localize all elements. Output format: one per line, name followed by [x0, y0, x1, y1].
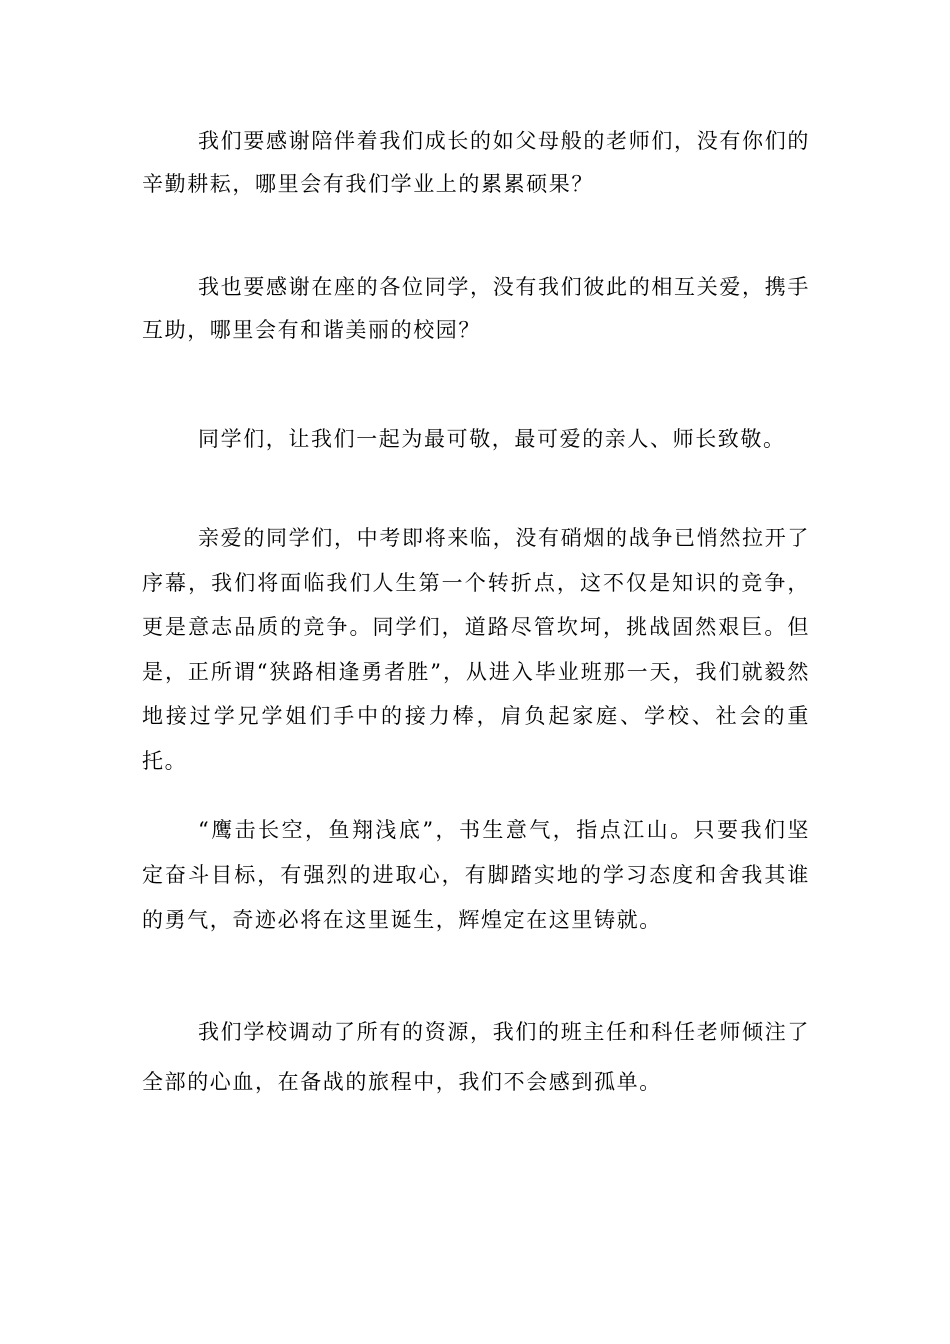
- paragraph-1: 我们要感谢陪伴着我们成长的如父母般的老师们，没有你们的辛勤耕耘，哪里会有我们学业上的累累硕果？: [142, 129, 810, 196]
- paragraph-2: 我也要感谢在座的各位同学，没有我们彼此的相互关爱，携手互助，哪里会有和谐美丽的校园？: [142, 275, 810, 342]
- paragraph-5: “鹰击长空，鱼翔浅底”，书生意气，指点江山。只要我们坚定奋斗目标，有强烈的进取心，有脚踏实地的学习态度和舍我其谁的勇气，奇迹必将在这里诞生，辉煌定在这里铸就。: [142, 818, 810, 932]
- paragraph-6: 我们学校调动了所有的资源，我们的班主任和科任老师倾注了全部的心血，在备战的旅程中，我们不会感到孤单。: [142, 1020, 810, 1094]
- paragraph-3: 同学们，让我们一起为最可敬，最可爱的亲人、师长致敬。: [198, 427, 786, 451]
- paragraph-4: 亲爱的同学们，中考即将来临，没有硝烟的战争已悄然拉开了序幕，我们将面临我们人生第一个转折点，这不仅是知识的竞争，更是意志品质的竞争。同学们，道路尽管坎坷，挑战固然艰巨。但是，正所谓“狭路相逢勇者胜”，从进入毕业班那一天，我们就毅然地接过学兄学姐们手中的接力棒，肩负起家庭、学校、社会的重托。: [142, 526, 810, 773]
